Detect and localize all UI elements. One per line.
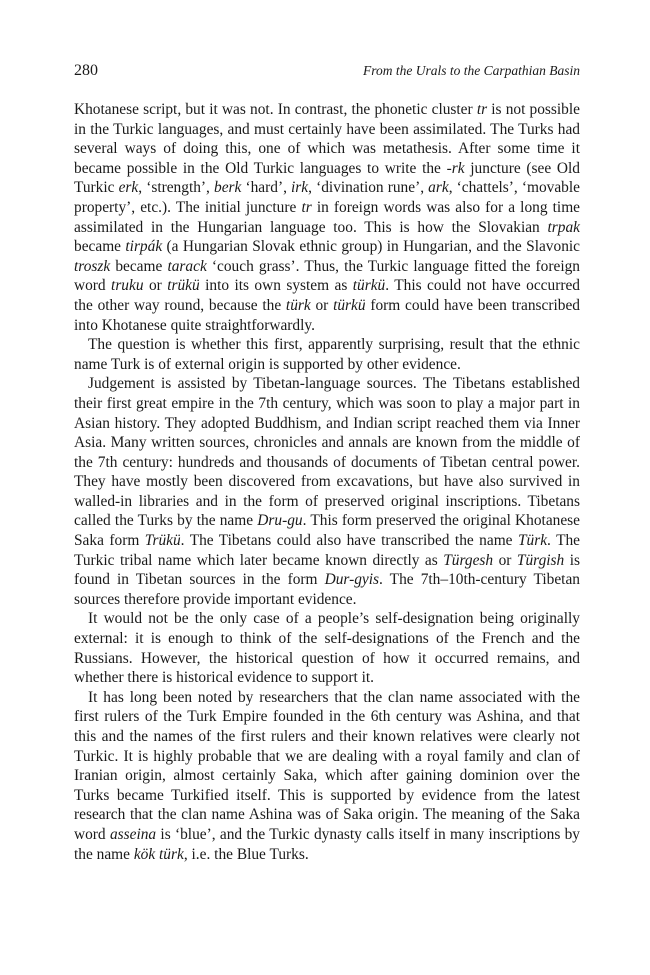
- paragraph: Judgement is assisted by Tibetan-language sources. The Tibetans established their first great empire in the 7th century, which was soon to play a major part in Asian history. They adopted Buddhism, and Indian script reached them via Inner Asia. Many written sources, chronicles and annals are known from the middle of the 7th century: hundreds and thousands of documents of Tibetan central power. They have mostly been discovered from excavations, but have also survived in walled-in libraries and in the form of preserved original inscriptions. Tibetans called the Turks by the name Dru-gu. This form preserved the original Khotanese Saka form Trükü. The Tibetans could also have transcribed the name Türk. The Turkic tribal name which later became known directly as Türgesh or Türgish is found in Tibetan sources in the form Dur-gyis. The 7th–10th-century Tibetan sources therefore provide important evidence.: [74, 375, 580, 608]
- page-number: 280: [74, 62, 98, 79]
- running-head: [74, 62, 580, 84]
- book-page: [74, 62, 580, 864]
- paragraph: It has long been noted by researchers that the clan name associated with the first rulers of the Turk Empire founded in the 6th century was Ashina, and that this and the names of the first rulers and their known relatives were clearly not Turkic. It is highly probable that we are dealing with a royal family and clan of Iranian origin, almost certainly Saka, which after gaining dominion over the Turks became Turkified itself. This is supported by evidence from the latest research that the clan name Ashina was of Saka origin. The meaning of the Saka word asseina is ‘blue’, and the Turkic dynasty calls itself in many inscriptions by the name kök türk, i.e. the Blue Turks.: [74, 688, 580, 863]
- running-title: From the Urals to the Carpathian Basin: [362, 63, 580, 78]
- paragraph: It would not be the only case of a people’s self-designation being originally external: it is enough to think of the self-designations of the French and the Russians. However, the historical question of how it occurred remains, and whether there is historical evidence to support it.: [74, 610, 580, 687]
- paragraph: The question is whether this first, apparently surprising, result that the ethnic name Turk is of external origin is supported by other evidence.: [74, 336, 580, 373]
- paragraph: Khotanese script, but it was not. In contrast, the phonetic cluster tr is not possible in the Turkic languages, and must certainly have been assimilated. The Turks had several ways of doing this, one of which was metathesis. After some time it became possible in the Old Turkic languages to write the -rk juncture (see Old Turkic erk, ‘strength’, berk ‘hard’, irk, ‘divination rune’, ark, ‘chattels’, ‘movable property’, etc.). The initial juncture tr in foreign words was also for a long time assimilated in the Hungarian language too. This is how the Slovakian trpak became tirpák (a Hungarian Slovak ethnic group) in Hungarian, and the Slavonic troszk became tarack ‘couch grass’. Thus, the Turkic language fitted the foreign word truku or trükü into its own system as türkü. This could not have occurred the other way round, because the türk or türkü form could have been transcribed into Khotanese quite straightforwardly.: [74, 101, 581, 334]
- body-text: [74, 100, 580, 864]
